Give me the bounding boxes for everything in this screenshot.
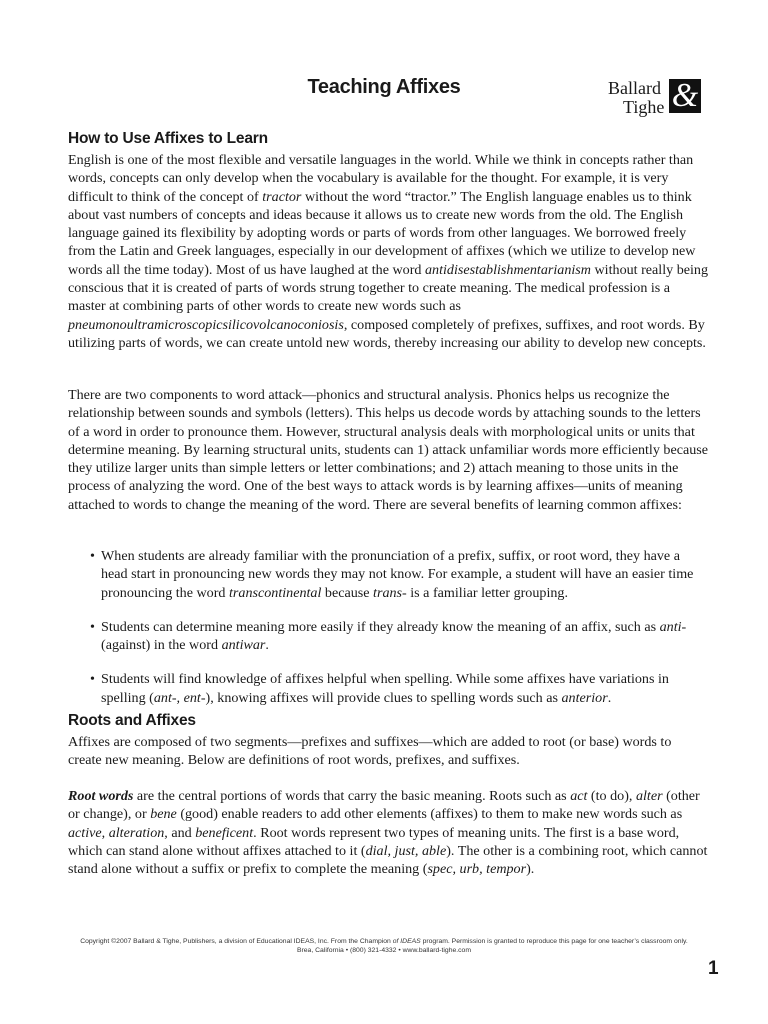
footer-permission-part: program. Permission is granted to reproduce this page for one teacher’s classroom only. (420, 938, 688, 945)
list-item (90, 618, 710, 655)
list-item (90, 670, 710, 707)
copyright-footer (0, 937, 768, 955)
paragraph-intro (68, 151, 708, 352)
list-item (90, 547, 710, 602)
footer-copyright-part: Copyright ©2007 Ballard & Tighe, Publishers, a division of Educational IDEAS, Inc. From the Champion (80, 938, 393, 945)
list-item-text: Students will find knowledge of affixes helpful when spelling. While some affixes have variations in spelling (ant-, ent-), knowing affixes will provide clues to spelling words such as anterior. (101, 671, 669, 706)
paragraph-affixes-definition-text: Affixes are composed of two segments—prefixes and suffixes—which are added to root (or base) words to create new meaning. Below are definitions of root words, prefixes, and suffixes. (68, 734, 672, 769)
paragraph-word-attack (68, 386, 708, 514)
paragraph-root-words (68, 787, 708, 878)
footer-copyright-line (0, 937, 768, 946)
page-title: Teaching Affixes (307, 76, 461, 98)
list-item-text: When students are already familiar with the pronunciation of a prefix, suffix, or root word, they have a head start in pronouncing new words they may not know. For example, a student will have an easier time pronouncing the word transcontinental because trans- is a familiar letter grouping. (101, 548, 694, 601)
bullet-glyph: • (90, 618, 95, 635)
section-heading-roots-affixes: Roots and Affixes (68, 712, 196, 729)
publisher-logo (608, 77, 708, 117)
page-number: 1 (708, 958, 719, 979)
logo-ampersand-mark: & (669, 79, 701, 113)
footer-program-name: of IDEAS (392, 938, 421, 945)
paragraph-word-attack-text: There are two components to word attack—phonics and structural analysis. Phonics helps us recognize the relationship between sounds and symbols (letters). This helps us decode words by attaching sounds to the letters of a word in order to pronounce them. However, structural analysis deals with morphological units or units that determine meaning. By learning structural units, students can 1) attack unfamiliar words more efficiently because they utilize larger units than simple letters or letter combinations; and 2) attach meaning to those units in the process of analyzing the word. One of the best ways to attack words is by learning affixes—units of meaning attached to words to change the meaning of the word. There are several benefits of learning common affixes: (68, 387, 709, 513)
logo-line-ballard: Ballard (608, 78, 661, 98)
benefits-list (90, 547, 710, 723)
section-heading-how-to-use: How to Use Affixes to Learn (68, 130, 268, 147)
paragraph-root-words-text: Root words are the central portions of words that carry the basic meaning. Roots such as act (to do), alter (other or change), or bene (good) enable readers to add other elements (affixes) to them to make new words such as active, alteration, and beneficent. Root words represent two types of meaning units. The first is a base word, which can stand alone without affixes attached to it (dial, just, able). The other is a combining root, which cannot stand alone without a suffix or prefix to complete the meaning (spec, urb, tempor). (68, 788, 708, 878)
paragraph-affixes-definition (68, 733, 708, 770)
bullet-glyph: • (90, 671, 95, 688)
footer-contact-line: Brea, California • (800) 321-4332 • www.ballard-tighe.com (296, 947, 471, 954)
list-item-text: Students can determine meaning more easily if they already know the meaning of an affix, such as anti- (against) in the word antiwar. (101, 618, 687, 654)
bullet-glyph: • (90, 548, 95, 564)
paragraph-intro-text: English is one of the most flexible and versatile languages in the world. While we think in concepts rather than words, concepts can only develop when the vocabulary is available for the thought. For example, it is very difficult to think of the concept of tractor without the word “tractor.” The English language enables us to think about vast numbers of concepts and ideas because it allows us to create new words from the old. The English language gained its flexibility by adopting words or parts of words from other languages. We borrowed freely from the Latin and Greek languages, especially in our development of affixes (which we utilize to develop new words all the time today). Most of us have laughed at the word antidisestablishmentarianism without really being conscious that it is created of parts of words strung together to create meaning. The medical profession is a master at combining parts of other words to create new words such as pneumonoultramicroscopicsilicovolcanoconiosis, composed completely of prefixes, suffixes, and root words. By utilizing parts of words, we can create untold new words, thereby increasing our ability to develop new concepts. (68, 152, 709, 351)
logo-line-tighe: Tighe (623, 97, 665, 117)
